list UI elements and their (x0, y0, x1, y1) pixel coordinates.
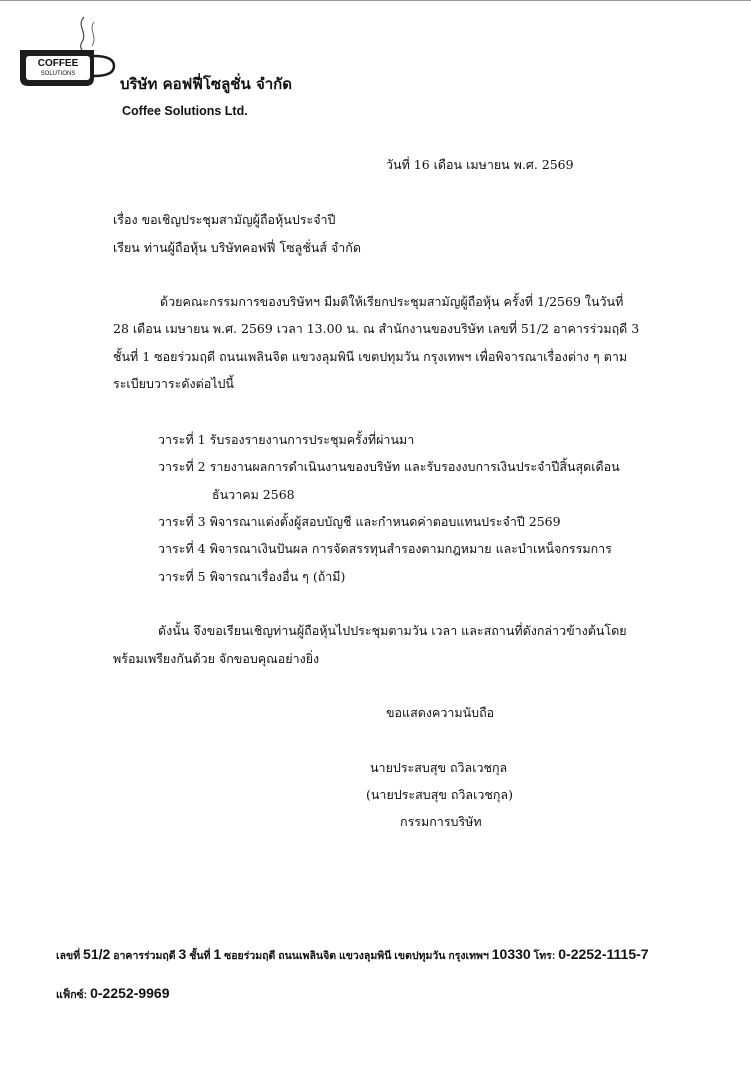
agenda-item: วาระที่ 4 พิจารณาเงินปันผล การจัดสรรทุนสำรองตามกฎหมาย และบำเหน็จกรรมการ (158, 541, 612, 556)
company-name-english: Coffee Solutions Ltd. (122, 104, 248, 118)
agenda-item: วาระที่ 3 พิจารณาแต่งตั้งผู้สอบบัญชี และกำหนดค่าตอบแทนประจำปี 2569 (158, 514, 561, 529)
footer-fax: 0-2252-9969 (90, 985, 170, 1001)
logo-text-solutions: SOLUTIONS (40, 71, 76, 77)
regards: ขอแสดงความนับถือ (386, 705, 495, 720)
agenda-item: วาระที่ 2 รายงานผลการดำเนินงานของบริษัท และรับรองงบการเงินประจำปีสิ้นสุดเดือน (158, 459, 620, 474)
letter-recipient: เรียน ท่านผู้ถือหุ้น บริษัทคอฟฟี่ โซลูชั่นส์ จำกัด (113, 240, 361, 255)
body-line: ระเบียบวาระดังต่อไปนี้ (113, 376, 234, 391)
body-line: 28 เดือน เมษายน พ.ศ. 2569 เวลา 13.00 น. ณ สำนักงานของบริษัท เลขที่ 51/2 อาคารร่วมฤดี 3 (113, 321, 640, 336)
footer-address-line: เลขที่ 51/2 อาคารร่วมฤดี 3 ชั้นที่ 1 ซอยร่วมฤดี ถนนเพลินจิต แขวงลุมพินี เขตปทุมวัน กรุงเทพฯ 10330 โทร: 0-2252-1115-7 (56, 946, 649, 962)
coffee-solutions-logo (14, 12, 118, 92)
letter-subject: เรื่อง ขอเชิญประชุมสามัญผู้ถือหุ้นประจำปี (113, 212, 336, 227)
agenda-item-continuation: ธันวาคม 2568 (212, 487, 295, 502)
agenda-item: วาระที่ 1 รับรองรายงานการประชุมครั้งที่ผ่านมา (158, 432, 415, 447)
letter-date: วันที่ 16 เดือน เมษายน พ.ศ. 2569 (386, 157, 574, 172)
body-line: ด้วยคณะกรรมการของบริษัทฯ มีมติให้เรียกประชุมสามัญผู้ถือหุ้น ครั้งที่ 1/2569 ในวันที่ (160, 294, 624, 309)
signatory-name-parenthetical: (นายประสบสุข ถวิลเวชกุล) (366, 787, 513, 802)
logo-text-coffee: COFFEE (37, 58, 79, 69)
footer-phone: 0-2252-1115-7 (558, 946, 649, 962)
steam-icon (92, 22, 94, 46)
top-border (0, 0, 751, 1)
footer-fax-line: แฟ็กซ์: 0-2252-9969 (56, 985, 170, 1001)
signatory-name: นายประสบสุข ถวิลเวชกุล (370, 760, 508, 775)
closing-line: ดังนั้น จึงขอเรียนเชิญท่านผู้ถือหุ้นไปประชุมตามวัน เวลา และสถานที่ดังกล่าวข้างต้นโดย (158, 623, 627, 638)
company-name-thai: บริษัท คอฟฟี่โซลูชั่น จำกัด (120, 75, 292, 93)
agenda-item: วาระที่ 5 พิจารณาเรื่องอื่น ๆ (ถ้ามี) (158, 569, 346, 584)
closing-line: พร้อมเพรียงกันด้วย จักขอบคุณอย่างยิ่ง (113, 651, 320, 666)
signatory-title: กรรมการบริษัท (400, 814, 482, 829)
body-line: ชั้นที่ 1 ซอยร่วมฤดี ถนนเพลินจิต แขวงลุมพินี เขตปทุมวัน กรุงเทพฯ เพื่อพิจารณาเรื่องต่าง ๆ ตาม (113, 349, 628, 364)
